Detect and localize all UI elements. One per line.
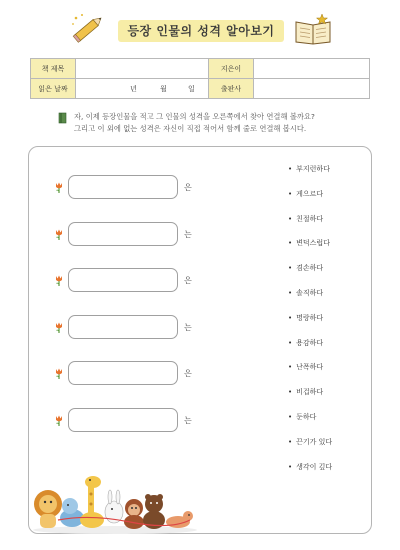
trait-label: 용감하다	[296, 338, 324, 347]
instruction-line-2: 그리고 이 외에 없는 성격은 자신이 직접 적어서 함께 줄로 연결해 봅시다.	[74, 124, 307, 133]
trait-label: 솔직하다	[296, 289, 324, 297]
open-book-icon	[292, 12, 334, 46]
trait-label: 변덕스럽다	[296, 239, 330, 248]
trait-item[interactable]	[288, 437, 332, 447]
trait-item[interactable]	[288, 387, 323, 397]
trait-item[interactable]	[288, 362, 323, 372]
trait-label: 겸손하다	[296, 264, 324, 273]
trait-item[interactable]	[288, 313, 323, 323]
bullet-dot-icon: •	[288, 264, 293, 273]
year-label: 년	[130, 85, 137, 93]
subject-particle: 은	[184, 369, 192, 378]
trait-item[interactable]	[288, 263, 323, 273]
instruction-line-1: 자, 이제 등장인물을 적고 그 인물의 성격을 오른쪽에서 찾아 연결해 볼까요?	[74, 112, 315, 121]
bullet-dot-icon: •	[288, 165, 293, 173]
book-bullet-icon	[58, 112, 68, 124]
publisher-label: 출판사	[209, 79, 254, 99]
subject-particle: 는	[184, 230, 192, 239]
trait-label: 둔하다	[296, 413, 317, 421]
flower-icon	[54, 321, 64, 333]
character-name-box[interactable]	[68, 175, 178, 199]
trait-item[interactable]	[288, 189, 323, 199]
bullet-dot-icon: •	[288, 363, 293, 372]
book-title-field[interactable]	[76, 59, 209, 79]
trait-label: 생각이 깊다	[296, 462, 333, 471]
trait-item[interactable]	[288, 288, 323, 298]
subject-particle: 는	[184, 416, 192, 425]
subject-particle: 는	[184, 323, 192, 332]
animal-parade-illustration	[30, 464, 200, 536]
bullet-dot-icon: •	[288, 189, 293, 198]
bullet-dot-icon: •	[288, 239, 293, 248]
trait-item[interactable]	[288, 412, 316, 422]
page-title: 등장 인물의 성격 알아보기	[118, 20, 284, 42]
trait-item[interactable]	[288, 238, 330, 248]
day-label: 일	[188, 85, 195, 93]
bullet-dot-icon: •	[288, 388, 293, 397]
bullet-dot-icon: •	[288, 289, 293, 297]
read-date-field[interactable]	[76, 79, 209, 99]
character-name-box[interactable]	[68, 315, 178, 339]
character-name-box[interactable]	[68, 361, 178, 385]
bullet-dot-icon: •	[288, 313, 293, 322]
bullet-dot-icon: •	[288, 338, 293, 347]
trait-label: 끈기가 있다	[296, 437, 333, 446]
trait-label: 비겁하다	[296, 388, 324, 397]
trait-label: 난폭하다	[296, 363, 324, 372]
publisher-field[interactable]	[254, 79, 370, 99]
read-date-label: 읽은 날짜	[31, 79, 76, 99]
author-label: 지은이	[209, 59, 254, 79]
character-name-box[interactable]	[68, 268, 178, 292]
pencil-icon	[68, 12, 108, 46]
flower-icon	[54, 414, 64, 426]
trait-item[interactable]	[288, 164, 330, 174]
book-info-table	[30, 58, 370, 99]
author-field[interactable]	[254, 59, 370, 79]
flower-icon	[54, 274, 64, 286]
trait-label: 명랑하다	[296, 313, 324, 322]
bullet-dot-icon: •	[288, 462, 293, 471]
flower-icon	[54, 367, 64, 379]
bullet-dot-icon: •	[288, 437, 293, 446]
bullet-dot-icon: •	[288, 214, 293, 223]
bullet-dot-icon: •	[288, 413, 293, 421]
trait-item[interactable]	[288, 338, 323, 348]
flower-icon	[54, 228, 64, 240]
character-name-box[interactable]	[68, 222, 178, 246]
month-label: 월	[160, 85, 167, 93]
flower-icon	[54, 181, 64, 193]
trait-item[interactable]	[288, 462, 332, 472]
trait-label: 부지런하다	[296, 165, 330, 173]
book-title-label: 책 제목	[31, 59, 76, 79]
subject-particle: 은	[184, 183, 192, 192]
trait-label: 게으르다	[296, 189, 324, 198]
trait-label: 친절하다	[296, 214, 324, 223]
trait-item[interactable]	[288, 214, 323, 224]
subject-particle: 은	[184, 276, 192, 285]
character-name-box[interactable]	[68, 408, 178, 432]
